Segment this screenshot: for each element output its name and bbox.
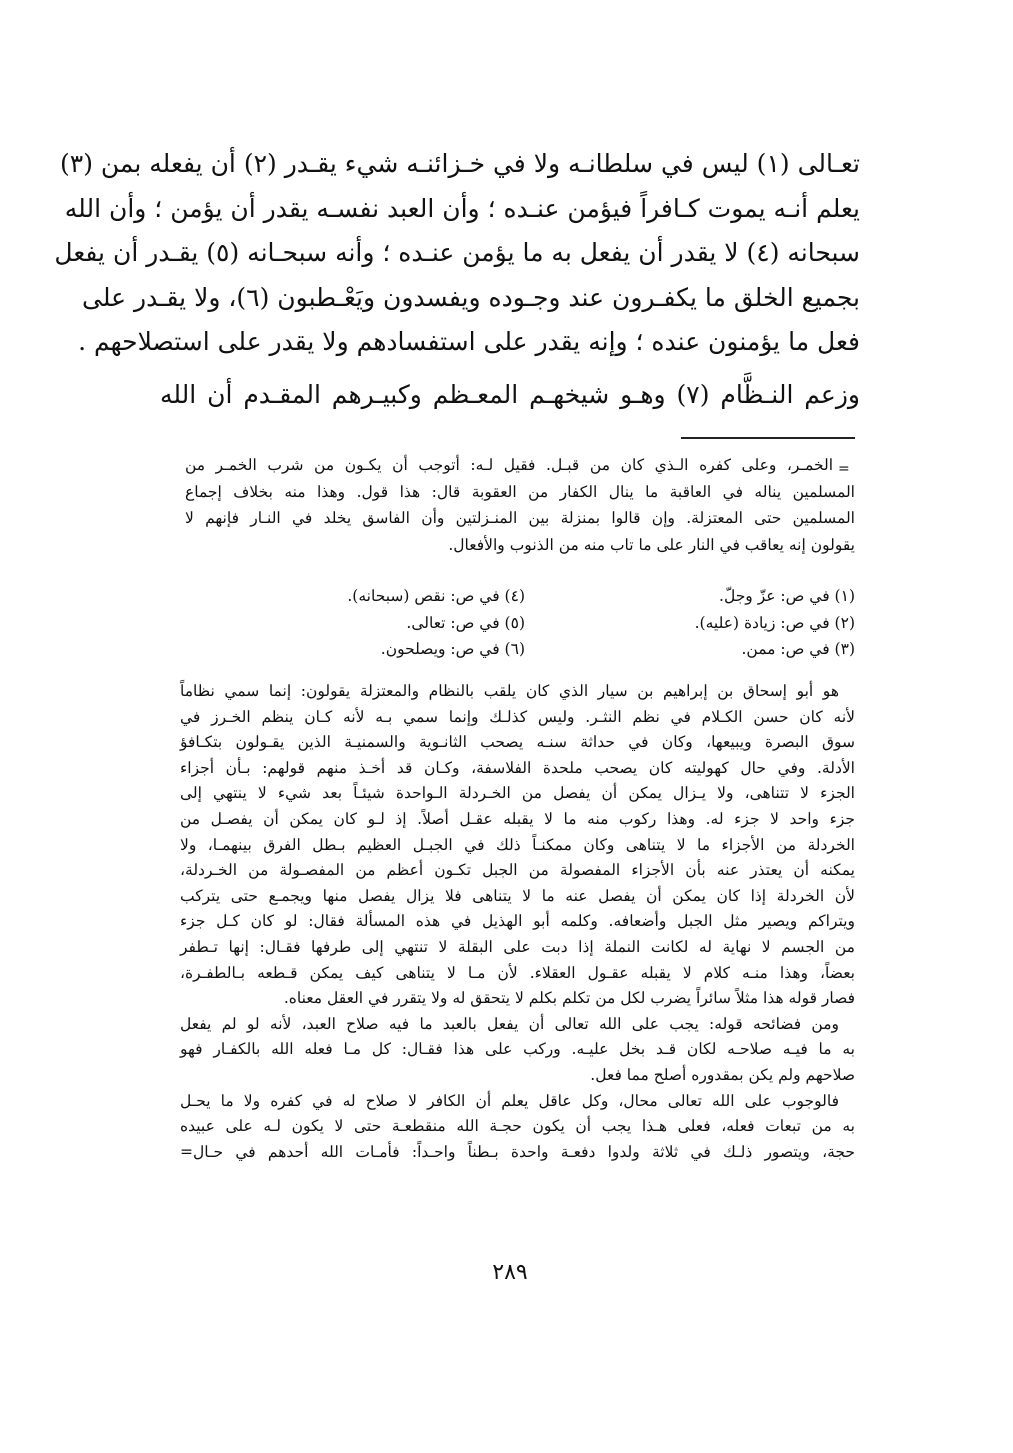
bio-line: به من تبعات فعله، فعلى هـذا يجب أن يكون حجـة الله منقطعـة حتى لا يكون لـه على عبيده	[180, 1117, 855, 1136]
footnote-continuation	[185, 452, 855, 558]
page-number: ٢٨٩	[492, 1260, 528, 1285]
variant-item: (٢) في ص: زيادة (عليه).	[694, 613, 855, 632]
bio-line: صلاحهم ولم يكن بمقدوره أصلح مما فعل.	[590, 1065, 855, 1084]
variant-column-right	[655, 583, 855, 663]
bio-line: الأدلة. وفي حال كهوليته كان يصحب ملحدة الفلاسفة، وكـان قد أخـذ منهم قولهم: بـأن أجزاء	[180, 758, 855, 777]
footnote-line: الخمـر، وعلى كفره الـذي كان من قبـل. فقيل لـه: أتوجب أن يكـون من شرب الخمـر من	[185, 456, 833, 474]
bio-line: ويتراكم ويصير مثل الجبل وأضعافه. وكلمه أبو الهذيل في هذه المسألة فقال: لو كان كـل جزء	[180, 912, 855, 931]
main-line: تعـالى (١) ليس في سلطانـه ولا في خـزائنـه شيء يقـدر (٢) أن يفعله بمن (٣)	[59, 149, 860, 178]
bio-line: جزء واحد لا جزء له. وهذا ركوب منه ما لا يقبله عقـل أصلاً. إذ لـو كان يمكن أن يفصـل من	[180, 809, 855, 828]
bio-line: فالوجوب على الله تعالى محال، وكل عاقل يعلم أن الكافر لا صلاح له في كفره ولا ما يحـل	[180, 1091, 839, 1110]
variant-item: (١) في ص: عزّ وجلّ.	[719, 587, 855, 605]
bio-line: ومن فضائحه قوله: يجب على الله تعالى أن يفعل بالعبد ما فيه صلاح العبد، لأنه لو لم يفعل	[180, 1014, 839, 1033]
bio-line: لأنه كان حسن الكـلام في نظم النثـر. وليس كذلـك وإنما سمي بـه لأنه كـان ينظم الخـرز في	[180, 707, 855, 726]
footnote-separator-rule	[681, 437, 855, 439]
bio-line: الجزء لا تتناهى، ولا يـزال يمكن أن يفصل من الخـردلة الـواحدة شيئـاً بعد شيء لا ينتهي إلى	[180, 784, 855, 803]
bio-line: هو أبو إسحاق بن إبراهيم بن سيار الذي كان يلقب بالنظام والمعتزلة يقولون: إنما سمي نظاماً	[180, 682, 839, 700]
bio-line: لأن الخردلة إذا كان يمكن أن يفصل عنه ما لا يتناهى فلا يزال يفصل منها ويجمـع حتى يتركب	[180, 886, 855, 905]
bio-line: سوق البصرة ويبيعها، وكان في حداثة سنـه يصحب الثانـوية والسمنيـة الذين يقـولون بتكـافؤ	[180, 733, 855, 752]
bio-line: حجة، ويتصور ذلـك في ثلاثة ولدوا دفعـة واحدة بـطناً واحـداً: فأمـات الله أحدهم في حـال=	[180, 1142, 855, 1161]
variant-item: (٣) في ص: ممن.	[741, 640, 855, 658]
continuation-marker: =	[838, 461, 850, 477]
main-line: يعلم أنـه يموت كـافراً فيؤمن عنـده ؛ وأن العبد نفسـه يقدر أن يؤمن ؛ وأن الله	[64, 193, 860, 223]
bio-line: من الجسم لا نهاية له لكانت النملة إذا دبت على البقلة لا تنتهي إلى طرفها فقـال: إنها تـطفر	[180, 937, 855, 956]
footnote-line: المسلمين حتى المعتزلة. وإن قالوا بمنزلة بين المنـزلتين وأن الفاسق يخلد في النـار فإنهم لا	[185, 509, 855, 527]
bio-line: به ما فيـه صلاحـه لكان قـد بخل عليـه. وركب على هذا فقـال: كل مـا فعله الله بالكفـار فهو	[180, 1040, 855, 1059]
main-text	[54, 142, 860, 417]
bio-line: فصار قوله هذا مثلاً سائراً يضرب لكل من تكلم بكلم لا يتحقق له ولا يتقرر في العقل معناه.	[283, 989, 855, 1008]
bio-line: الخردلة من الأجزاء ما لا يتناهى وكان ممكنـاً ذلك في الجبـل العظيم بـطل الفرق بينهمـا، ولا	[180, 835, 855, 854]
footnote-line: يقولون إنه يعاقب في النار على ما تاب منه من الذنوب والأفعال.	[448, 535, 855, 554]
biography-note	[180, 679, 855, 1165]
variant-item: (٤) في ص: نقص (سبحانه).	[347, 587, 525, 605]
main-line: وزعم النـظَّام (٧) وهـو شيخهـم المعـظم وكبيـرهم المقـدم أن الله	[160, 379, 860, 409]
main-line: سبحانه (٤) لا يقدر أن يفعل به ما يؤمن عنـده ؛ وأنه سبحـانه (٥) يقـدر أن يفعل	[54, 238, 860, 267]
bio-line: بعضاً، وهذا منـه كلام لا يقبله عقـول العقلاء. لأن مـا لا يتناهى كيف يمكن قـطعه بـالطفـرة،	[180, 963, 855, 982]
footnote-line: المسلمين يناله في العاقبة ما ينال الكفار من العقوبة قال: هذا قول. وهذا منه بخلاف إجماع	[185, 482, 855, 501]
main-line: فعل ما يؤمنون عنده ؛ وإنه يقدر على استفسادهم ولا يقدر على استصلاحهم .	[78, 327, 860, 356]
bio-line: يمكنه أن يعتذر عنه بأن الأجزاء المفصولة من الجبل تكـون أعظم من المفصـولة من الخـردلة،	[180, 861, 855, 880]
variant-item: (٥) في ص: تعالى.	[406, 613, 525, 632]
variant-item: (٦) في ص: ويصلحون.	[380, 640, 525, 658]
main-line: بجميع الخلق ما يكفـرون عند وجـوده ويفسدون ويَعْـطبون (٦)، ولا يقـدر على	[82, 282, 860, 312]
variant-column-left	[305, 583, 525, 663]
